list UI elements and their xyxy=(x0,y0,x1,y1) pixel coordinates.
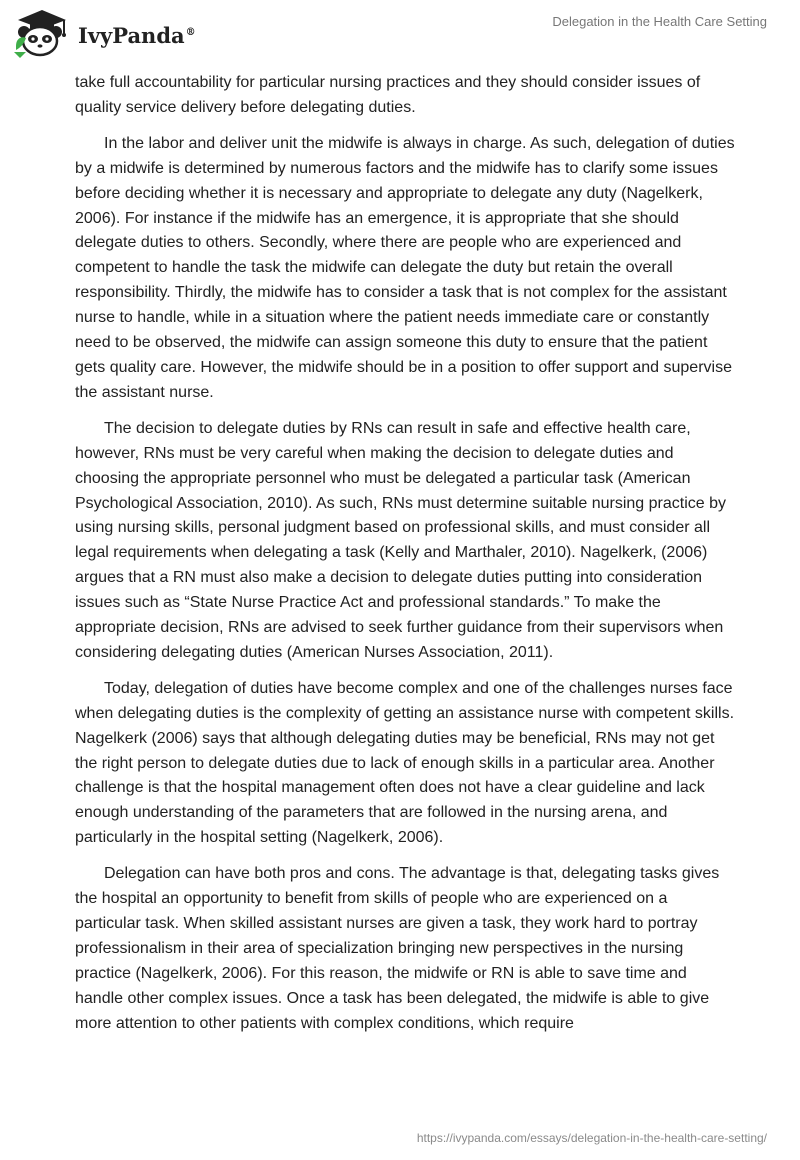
paragraph: In the labor and deliver unit the midwife is always in charge. As such, delegation of duties by a midwife is determined by numerous factors and the midwife has to clarify some issues before deciding whether it is necessary and appropriate to delegate any duty (Nagelkerk, 2006). For instance if the midwife has an emergence, it is appropriate that she should delegate duties to others. Secondly, where there are people who are experienced and competent to handle the task the midwife can delegate the duty but retain the overall responsibility. Thirdly, the midwife has to consider a task that is not complex for the assistant nurse to handle, while in a situation where the patient needs immediate care or constantly need to be observed, the midwife can assign someone this duty to ensure that the patient gets quality care. However, the midwife should be in a position to offer support and supervise the assistant nurse. xyxy=(75,134,735,401)
paragraph: take full accountability for particular nursing practices and they should consider issues of quality service delivery before delegating duties. xyxy=(75,74,701,116)
paragraph: Delegation can have both pros and cons. The advantage is that, delegating tasks gives the hospital an opportunity to benefit from skills of people who are experienced on a particular task. When skilled assistant nurses are given a task, they work hard to portray professionalism in their area of specialization bringing new perspectives in the nursing practice (Nagelkerk, 2006). For this reason, the midwife or RN is able to save time and handle other complex issues. Once a task has been delegated, the midwife is able to give more attention to other patients with complex conditions, which require xyxy=(75,865,720,1032)
paragraph: The decision to delegate duties by RNs can result in safe and effective health care, however, RNs must be very careful when making the decision to delegate duties and choosing the appropriate personnel who must be delegated a particular task (American Psychological Association, 2010). As such, RNs must determine suitable nursing practice by using nursing skills, personal judgment based on professional skills, and must consider all legal requirements when delegating a task (Kelly and Marthaler, 2010). Nagelkerk, (2006) argues that a RN must also make a decision to delegate duties putting into consideration issues such as “State Nurse Practice Act and professional standards.” To make the appropriate decision, RNs are advised to seek further guidance from their supervisors when considering delegating duties (American Nurses Association, 2011). xyxy=(75,419,726,661)
registered-mark: ® xyxy=(185,27,196,38)
essay-body xyxy=(75,71,735,1048)
document-title: Delegation in the Health Care Setting xyxy=(552,14,767,29)
source-url-link[interactable]: https://ivypanda.com/essays/delegation-in-the-health-care-setting/ xyxy=(416,1131,767,1145)
page-header xyxy=(0,0,800,64)
ivypanda-logo[interactable] xyxy=(12,6,202,62)
logo-wordmark xyxy=(78,23,196,48)
paragraph: Today, delegation of duties have become complex and one of the challenges nurses face when delegating duties is the complexity of getting an assistance nurse with competent skills. Nagelkerk (2006) says that although delegating duties may be beneficial, RNs may not get the right person to delegate duties due to lack of enough skills in a particular area. Another challenge is that the hospital management often does not have a clear guideline and lack enough understanding of the parameters that are followed in the nursing arena, and particularly in the hospital setting (Nagelkerk, 2006). xyxy=(75,679,735,847)
logo-text: IvyPanda xyxy=(78,23,185,48)
panda-icon xyxy=(12,6,72,62)
